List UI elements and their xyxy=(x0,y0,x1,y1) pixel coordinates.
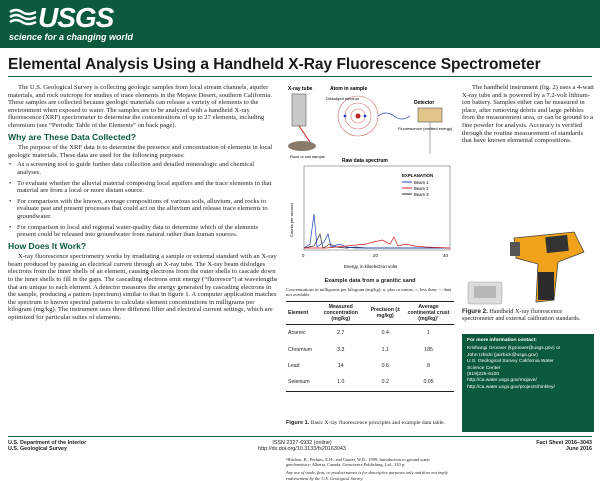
contact-line: Science Center xyxy=(467,365,501,371)
figure-1-caption-text: Basic X-ray fluorescence principles and example data table. xyxy=(310,420,445,426)
x-tick-label: 20 xyxy=(373,253,378,258)
figure-1-caption xyxy=(286,420,454,426)
figure-2-label: Figure 2. xyxy=(462,308,488,315)
electron-icon xyxy=(364,115,367,118)
x-tick-label: 40 xyxy=(443,253,448,258)
fluorescence-label: Fluorescence (emitted energy) xyxy=(398,126,453,131)
footer-factsheet-number: Fact Sheet 2016–3043 xyxy=(536,440,592,446)
atom-nucleus-icon xyxy=(356,114,361,119)
dislodged-label: Dislodged electron xyxy=(326,96,360,101)
atom-label: Atom in sample xyxy=(330,86,368,92)
why-heading: Why are These Data Collected? xyxy=(8,131,136,142)
spectrum-plot xyxy=(289,166,450,269)
contact-link[interactable]: http://ca.water.usgs.gov/projects/hinkley/ xyxy=(467,384,555,390)
footer-factsheet xyxy=(536,440,592,453)
usgs-logo[interactable]: USGS xyxy=(38,2,114,33)
table-cell: Arsenic xyxy=(288,330,306,337)
left-column xyxy=(8,84,278,324)
table-cell: 1.1 xyxy=(381,346,389,353)
electron-icon xyxy=(344,115,347,118)
element-table xyxy=(286,301,454,392)
xrf-device-image xyxy=(462,228,594,308)
why-paragraph: The purpose of the XRF data is to determine the presence and concentration of elements in local geologic materials. These data are used for the following purposes: xyxy=(8,144,273,159)
footer-issn xyxy=(242,440,362,453)
usgs-wave-logo-icon xyxy=(8,6,38,28)
table-cell: 3.3 xyxy=(337,346,345,353)
rock-label: Rock or soil sample xyxy=(290,154,325,159)
x-tick-label: 0 xyxy=(302,253,305,258)
plot-frame xyxy=(304,166,450,250)
figure-1-label: Figure 1. xyxy=(286,420,310,426)
rock-sample-icon xyxy=(288,141,316,151)
column-header: Measured concentration (mg/kg) xyxy=(314,302,368,325)
how-paragraph: X-ray fluorescence spectrometry works by irradiating a sample or external standard with an X-ray beam produced by passing an electrical current through an X-ray tube. The X-ray beam dislodges electrons from the inner shells of an element, causing electrons from the outer shells to cascade down to the inner shells to fill in the gaps. The cascading electrons emit energy (“fluoresce”) at wavelengths that are unique to each element. A detector measures the energy generated by cascading electrons in the sample, producing a pattern (spectrum) similar to that in figure 1. A computer application matches the spectrum to known spectral patterns to calculate element concentrations in milligrams per kilogram (mg/kg). The instrument uses three different filter and electrical current settings, which are optimized for particular suites of elements. xyxy=(8,253,278,322)
spectrometer-handle-icon xyxy=(538,272,554,300)
spectrometer-nose-icon xyxy=(510,242,520,256)
column-header: Average continental crust (mg/kg)¹ xyxy=(403,302,454,325)
y-axis-label: Counts per second xyxy=(289,203,294,237)
xray-beam xyxy=(299,126,310,142)
table-footnote xyxy=(286,457,454,481)
intro-paragraph: The U.S. Geological Survey is collecting geologic samples from local stream channels, aquifer materials, and rock outcrops for studies of trace elements in the Mojave Desert, southern California. These samples are collected because geologic materials can release a variety of elements to the environment when exposed to water. The samples are to be analyzed with a handheld X-ray fluorescence (XRF) spectrometer to determine the concentrations of up to 27 elements, including chromium (see “Periodic Table of the Elements” on back page). xyxy=(8,84,272,129)
instrument-paragraph: The handheld instrument (fig. 2) uses a 4-watt X-ray tube and is powered by a 7.2-volt lithium-ion battery. Samples either can be measured in place, after removing debris and large pebbles from the measurement area, or can be ground to a fine powder for analysis. Accuracy is verified through the routine measurement of standards that have known elemental compositions. xyxy=(462,84,594,145)
legend-entry: Beam 3 xyxy=(414,192,429,197)
table-header-row xyxy=(286,302,454,325)
table-cell: Chromium xyxy=(288,346,312,353)
legend-entry: Beam 2 xyxy=(414,186,429,191)
table-cell: 0.6 xyxy=(381,362,389,369)
column-header: Element xyxy=(286,302,314,325)
table-cell: Lead xyxy=(288,362,300,369)
table-title: Example data from a granitic sand xyxy=(324,278,416,284)
contact-line[interactable]: Krishangi Groover (kgroover@usgs.gov) or xyxy=(467,346,561,352)
how-heading: How Does It Work? xyxy=(8,240,87,251)
purpose-list xyxy=(8,161,278,238)
table-row xyxy=(286,374,454,391)
legend-title: EXPLANATION xyxy=(402,173,434,178)
table-cell: 1 xyxy=(427,330,430,337)
footer-divider xyxy=(8,436,592,437)
contact-line: U.S. Geological Survey California Water xyxy=(467,359,554,365)
xray-tube-icon xyxy=(292,94,306,126)
table-cell: 14 xyxy=(337,362,344,369)
detector-icon xyxy=(418,108,442,122)
table-cell: 2.7 xyxy=(337,330,345,337)
list-item: • For comparison with the known, average compositions of various soils, alluvium, and rocks to evaluate past and present processes that could act on the alluvium and release trace elements to groundwater. xyxy=(8,198,278,221)
footer-usgs: U.S. Geological Survey xyxy=(8,446,68,453)
footer-date: June 2016 xyxy=(565,446,592,453)
table-row xyxy=(286,358,454,374)
contact-heading: For more information contact: xyxy=(467,338,537,343)
series-beam-1 xyxy=(304,214,450,248)
footer-doi-link[interactable]: http://dx.doi.org/10.3133/fs20163043 xyxy=(258,446,346,453)
xray-tube-label: X-ray tube xyxy=(288,86,313,92)
xrf-diagram xyxy=(286,84,454,274)
column-header: Precision (± mg/kg) xyxy=(368,302,404,325)
table-note: Concentrations in milligrams per kilogram (mg/kg); ±, plus or minus; <, less than; --, data not available xyxy=(286,287,452,298)
footer-agency xyxy=(8,440,86,453)
table-cell: Selenium xyxy=(286,374,314,391)
footer-dept: U.S. Department of the Interior xyxy=(8,440,87,446)
detector-label: Detector xyxy=(414,100,435,106)
page-title: Elemental Analysis Using a Handheld X-Ray Fluorescence Spectrometer xyxy=(8,56,541,73)
contact-link[interactable]: http://ca.water.usgs.gov/mojave/ xyxy=(467,378,537,384)
usgs-tagline: science for a changing world xyxy=(9,32,134,42)
table-cell: 1.0 xyxy=(314,374,368,391)
disclaimer: Any use of trade, firm, or product names is for descriptive purposes only and does not imply endorsement by the U.S. Geological Survey. xyxy=(286,470,448,481)
fluorescence-wave xyxy=(378,113,410,119)
spectrum-title: Raw data spectrum xyxy=(342,158,388,164)
table-cell: 0.05 xyxy=(403,374,454,391)
table-cell: 8 xyxy=(427,362,430,369)
figure-2-caption-text: Handheld X-ray fluorescence spectrometer and external calibration standards. xyxy=(462,308,581,322)
list-item: • As a screening tool to guide further data collection and detailed mineralogic and chemical analyses. xyxy=(8,161,278,176)
contact-line[interactable]: John Izbicki (jaizbick@usgs.gov) xyxy=(467,352,538,358)
contact-box xyxy=(462,334,594,432)
table-cell: 0.2 xyxy=(368,374,404,391)
right-column xyxy=(462,84,594,145)
title-divider xyxy=(8,76,592,77)
legend-entry: Beam 1 xyxy=(414,180,429,185)
footer-issn-text: ISSN 2327-6932 (online) xyxy=(272,440,332,446)
figure-2-caption xyxy=(462,308,594,322)
calibration-disc-icon xyxy=(474,286,496,298)
list-item: • For comparison to local and regional water-quality data to determine which of the elements present could be released into groundwater from natural rather than human sources. xyxy=(8,224,278,239)
table-row xyxy=(286,341,454,357)
contact-line: (619)225-6100 xyxy=(467,372,500,378)
usgs-banner xyxy=(0,0,600,48)
spectrometer-screen-icon xyxy=(545,235,569,253)
list-item: • To evaluate whether the alluvial material composing local aquifers and the trace elements in that material are from a local or more distant source. xyxy=(8,180,278,195)
table-cell: 185 xyxy=(424,346,433,353)
footnote-reference: ¹Hitchon, B., Perkins, E.H., and Gunter, W.D., 1999, Introduction to ground water geochemistry: Alberta, Canada, Geoscience Publishing, Ltd., 310 p. xyxy=(286,457,430,468)
table-cell: 0.4 xyxy=(381,330,389,337)
x-axis-label: Energy, in kiloelectron volts xyxy=(344,264,398,269)
table-row xyxy=(286,325,454,342)
